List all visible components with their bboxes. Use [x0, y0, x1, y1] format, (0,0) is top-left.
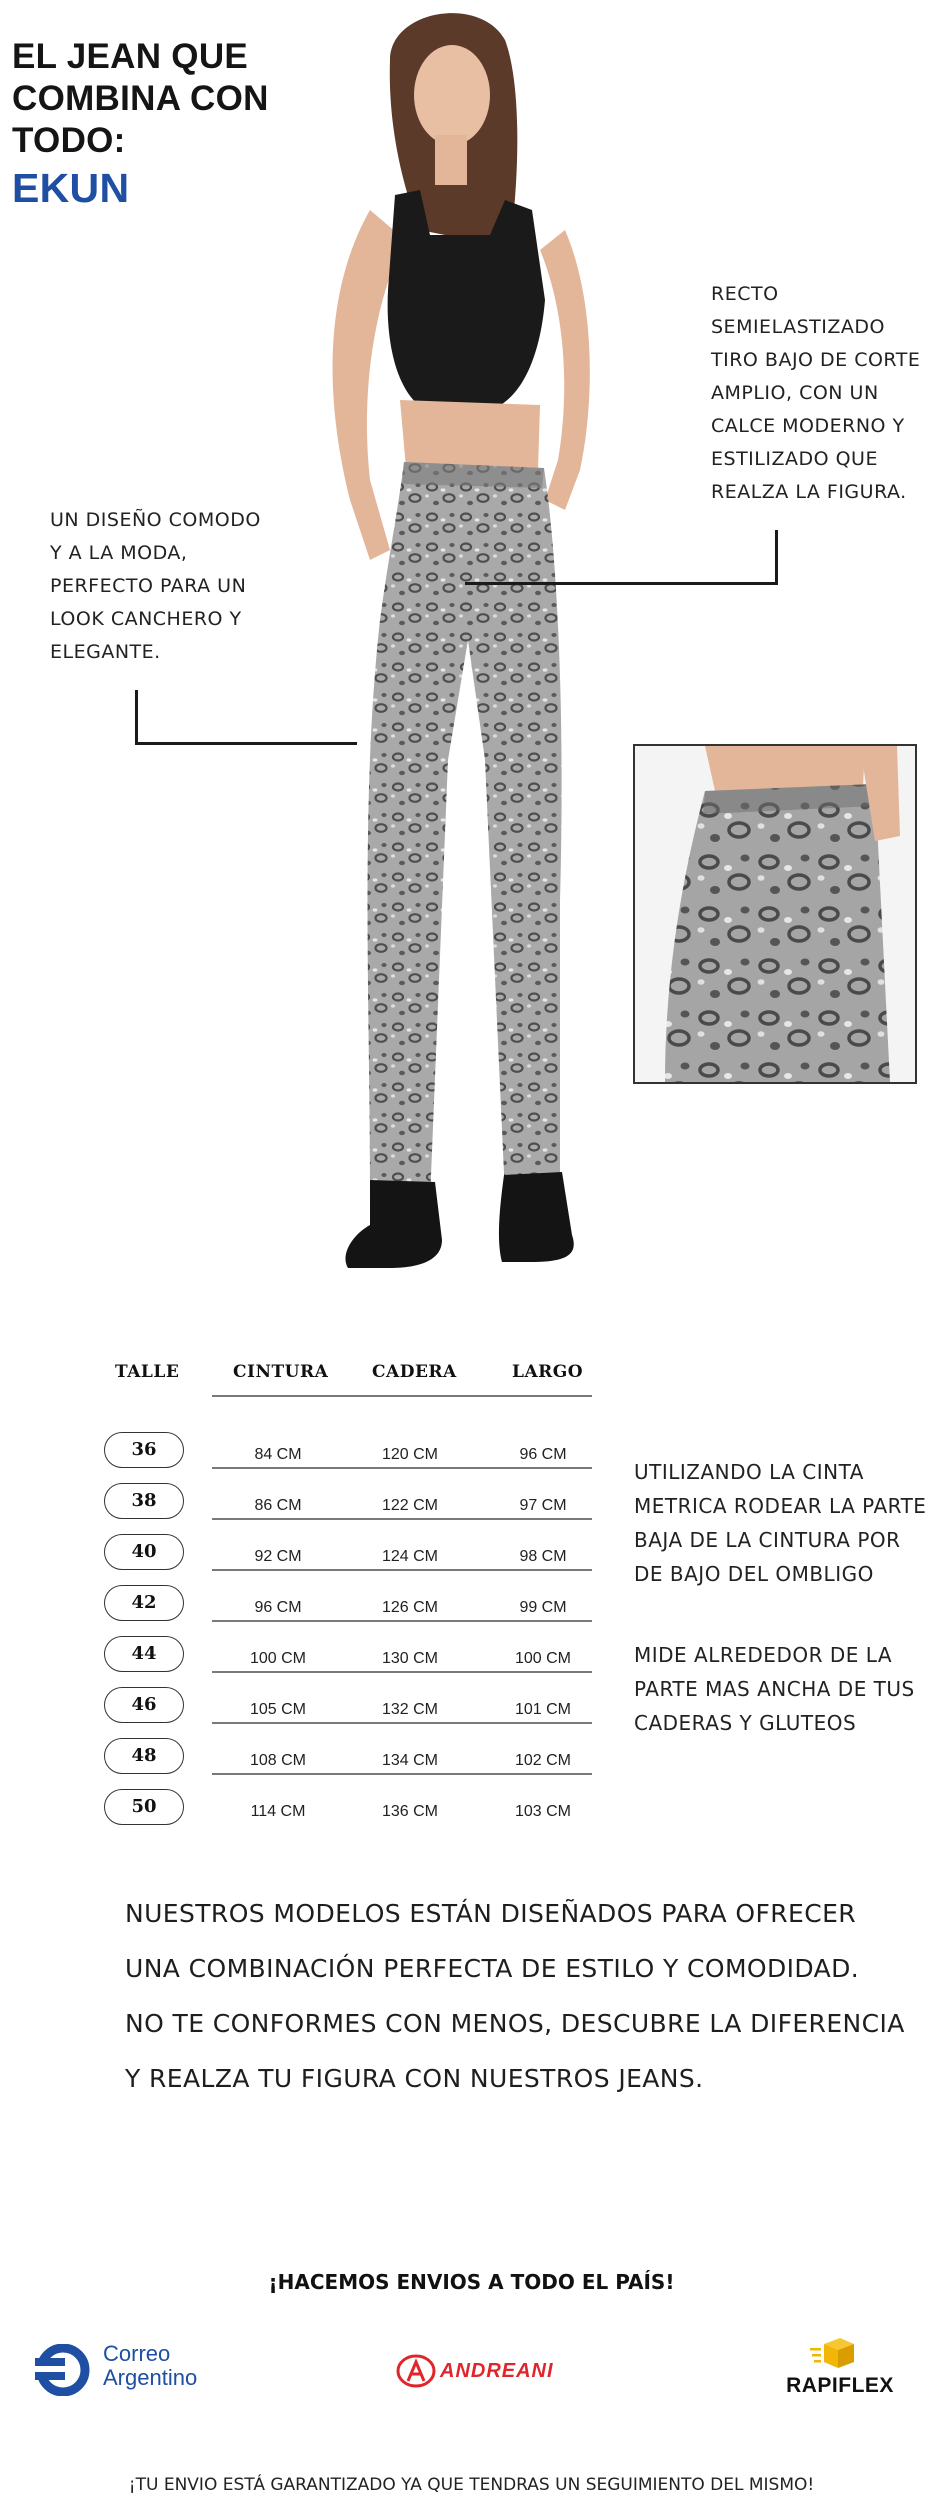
correo-argentino-emblem-icon	[35, 2344, 97, 2396]
cell-cintura: 84 CM	[254, 1446, 302, 1463]
rapiflex-box-icon	[810, 2336, 856, 2370]
cell-cintura: 86 CM	[254, 1497, 302, 1514]
cell-largo: 98 CM	[519, 1548, 567, 1565]
waist-note-line: UTILIZANDO LA CINTA	[634, 1460, 864, 1484]
table-header-cadera: CADERA	[372, 1362, 457, 1382]
table-row-rule	[212, 1722, 592, 1724]
waist-note-line: METRICA RODEAR LA PARTE	[634, 1494, 927, 1518]
callout-design-connector-v	[135, 690, 138, 745]
table-row-rule	[212, 1671, 592, 1673]
cell-largo: 101 CM	[514, 1701, 572, 1718]
cell-largo: 102 CM	[514, 1752, 572, 1769]
size-pill-42: 42	[104, 1585, 184, 1621]
cell-cintura: 100 CM	[249, 1650, 307, 1667]
size-pill-48: 48	[104, 1738, 184, 1774]
shipping-title: ¡HACEMOS ENVIOS A TODO EL PAÍS!	[268, 2270, 675, 2294]
waist-note-line: DE BAJO DEL OMBLIGO	[634, 1562, 874, 1586]
headline-line-1: EL JEAN QUE	[12, 37, 249, 76]
size-pill-46: 46	[104, 1687, 184, 1723]
cell-cadera: 122 CM	[381, 1497, 439, 1514]
cell-cadera: 120 CM	[381, 1446, 439, 1463]
cell-cadera: 136 CM	[381, 1803, 439, 1820]
cell-largo: 100 CM	[514, 1650, 572, 1667]
shipping-guarantee: ¡TU ENVIO ESTÁ GARANTIZADO YA QUE TENDRAS UN SEGUIMIENTO DEL MISMO!	[128, 2475, 815, 2495]
rapiflex-name: RAPIFLEX	[786, 2374, 894, 2397]
cell-cintura: 114 CM	[250, 1803, 306, 1820]
cell-largo: 96 CM	[519, 1446, 567, 1463]
hip-note-line: MIDE ALREDEDOR DE LA	[634, 1643, 893, 1667]
table-header-talle: TALLE	[115, 1362, 180, 1382]
cell-cintura: 92 CM	[254, 1548, 302, 1565]
callout-design-connector-h	[135, 742, 357, 745]
table-row-rule	[212, 1773, 592, 1775]
callout-fit-line: REALZA LA FIGURA.	[711, 481, 907, 503]
size-pill-50: 50	[104, 1789, 184, 1825]
headline-line-2: COMBINA CON	[12, 79, 269, 118]
cell-cadera: 124 CM	[381, 1548, 439, 1565]
cell-cadera: 130 CM	[381, 1650, 439, 1667]
hip-note-line: CADERAS Y GLUTEOS	[634, 1711, 857, 1735]
promo-text	[125, 1886, 905, 2106]
detail-photo	[633, 744, 917, 1084]
hip-note-line: PARTE MAS ANCHA DE TUS	[634, 1677, 915, 1701]
table-row-rule	[212, 1569, 592, 1571]
andreani-emblem-icon	[396, 2354, 436, 2388]
callout-fit-line: RECTO	[711, 283, 779, 305]
callout-design	[50, 504, 261, 669]
waist-note-line: BAJA DE LA CINTURA POR	[634, 1528, 901, 1552]
table-header-rule	[212, 1395, 592, 1397]
callout-fit-line: CALCE MODERNO Y	[711, 415, 905, 437]
cell-largo: 103 CM	[514, 1803, 572, 1820]
size-pill-36: 36	[104, 1432, 184, 1468]
waist-measure-note	[634, 1455, 926, 1591]
correo-argentino-line1: Correo	[103, 2341, 171, 2366]
cell-largo: 99 CM	[519, 1599, 567, 1616]
detail-photo-illustration	[635, 746, 915, 1082]
correo-argentino-line2: Argentino	[103, 2365, 198, 2390]
model-photo	[220, 0, 660, 1280]
callout-fit-line: SEMIELASTIZADO	[711, 316, 885, 338]
size-pill-40: 40	[104, 1534, 184, 1570]
headline-line-3: TODO:	[12, 121, 126, 160]
callout-design-line: Y A LA MODA,	[50, 542, 188, 564]
cell-cintura: 108 CM	[249, 1752, 307, 1769]
callout-design-line: ELEGANTE.	[50, 641, 161, 663]
rapiflex-logo	[770, 2336, 910, 2406]
table-row-rule	[212, 1620, 592, 1622]
size-pill-38: 38	[104, 1483, 184, 1519]
callout-design-line: UN DISEÑO COMODO	[50, 509, 261, 531]
promo-line: UNA COMBINACIÓN PERFECTA DE ESTILO Y COMODIDAD.	[125, 1954, 860, 1983]
andreani-name: ANDREANI	[440, 2360, 554, 2382]
table-header-cintura: CINTURA	[233, 1362, 329, 1382]
correo-argentino-logo	[35, 2340, 235, 2400]
hip-measure-note	[634, 1638, 915, 1740]
callout-design-line: LOOK CANCHERO Y	[50, 608, 242, 630]
callout-fit-connector-v	[775, 530, 778, 585]
callout-design-line: PERFECTO PARA UN	[50, 575, 247, 597]
size-pill-44: 44	[104, 1636, 184, 1672]
cell-cintura: 96 CM	[254, 1599, 302, 1616]
andreani-logo	[396, 2352, 576, 2392]
brand-name: EKUN	[12, 165, 130, 211]
table-row-rule	[212, 1467, 592, 1469]
callout-fit-line: AMPLIO, CON UN	[711, 382, 879, 404]
callout-fit-line: TIRO BAJO DE CORTE	[711, 349, 921, 371]
callout-fit-line: ESTILIZADO QUE	[711, 448, 878, 470]
promo-line: NUESTROS MODELOS ESTÁN DISEÑADOS PARA OFRECER	[125, 1899, 857, 1928]
promo-line: NO TE CONFORMES CON MENOS, DESCUBRE LA DIFERENCIA	[125, 2009, 905, 2038]
table-row-rule	[212, 1518, 592, 1520]
promo-line: Y REALZA TU FIGURA CON NUESTROS JEANS.	[125, 2064, 704, 2093]
table-header-largo: LARGO	[512, 1362, 584, 1382]
cell-largo: 97 CM	[519, 1497, 567, 1514]
cell-cadera: 134 CM	[381, 1752, 439, 1769]
callout-fit	[711, 278, 920, 509]
cell-cintura: 105 CM	[249, 1701, 307, 1718]
cell-cadera: 126 CM	[381, 1599, 439, 1616]
cell-cadera: 132 CM	[381, 1701, 439, 1718]
callout-fit-connector-h	[465, 582, 778, 585]
